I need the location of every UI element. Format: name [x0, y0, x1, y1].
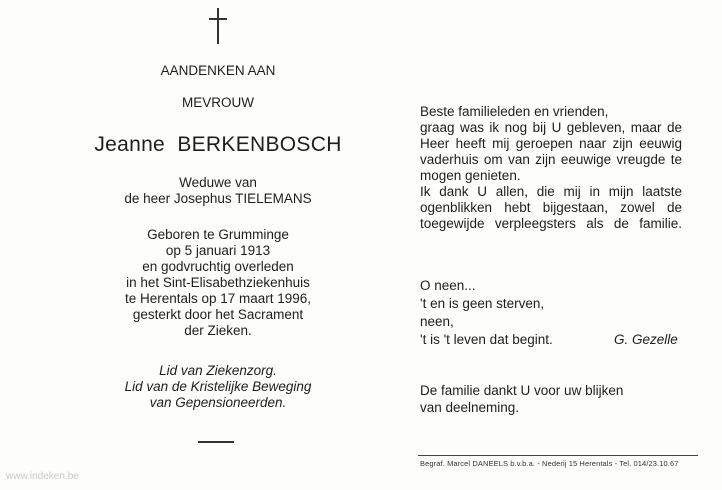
poem-line: O neen...: [420, 278, 476, 293]
message-line: vaderhuis om van zijn eeuwige vreugde te: [420, 152, 682, 167]
poem-line: neen,: [420, 314, 454, 329]
first-name: Jeanne: [94, 133, 166, 156]
message-line: ogenblikken hebt bijgestaan, zowel de: [420, 200, 682, 215]
thanks-line: van deelneming.: [420, 400, 520, 415]
last-name: BERKENBOSCH: [177, 133, 342, 156]
poem-line: 't is 't leven dat begint.: [420, 332, 553, 347]
message-line: Ik dank U allen, die mij in mijn laatste: [420, 184, 682, 199]
membership-line: Lid van de Kristelijke Beweging: [124, 379, 312, 394]
message-line: mogen genieten.: [420, 168, 521, 183]
message-line: Heer heeft mij geroepen naar zijn eeuwig: [420, 136, 682, 151]
thanks-line: De familie dankt U voor uw blijken: [420, 383, 624, 398]
widow-line-2: de heer Josephus TIELEMANS: [124, 191, 312, 206]
bio-line: en godvruchtig overleden: [142, 259, 294, 274]
poem-line: 't en is geen sterven,: [420, 296, 545, 311]
poem-author: G. Gezelle: [614, 332, 678, 347]
bio-line: in het Sint-Elisabethziekenhuis: [126, 275, 310, 290]
widow-line-1: Weduwe van: [179, 175, 257, 190]
deceased-name: [94, 133, 341, 157]
cross-icon: [207, 8, 229, 44]
salutation: MEVROUW: [182, 95, 254, 110]
card-title: AANDENKEN AAN: [160, 63, 276, 78]
undertaker-footer: Begraf. Marcel DANEELS b.v.b.a. - Nederij 15 Herentals - Tel. 014/23.10.67: [420, 459, 679, 468]
bio-line: Geboren te Grumminge: [147, 227, 289, 242]
bio-line: op 5 januari 1913: [165, 243, 271, 258]
message-line: Beste familieleden en vrienden,: [420, 104, 609, 119]
watermark: www.indeken.be: [6, 471, 79, 482]
membership-line: Lid van Ziekenzorg.: [159, 363, 277, 378]
message-line: toegewijde verpleegsters als de familie.: [420, 216, 682, 231]
divider-dash: [198, 441, 234, 443]
message-line: graag was ik nog bij U gebleven, maar de: [420, 120, 682, 135]
bio-line: der Zieken.: [184, 323, 252, 338]
membership-line: van Gepensioneerden.: [149, 395, 287, 410]
footer-rule: [418, 455, 698, 456]
bio-line: te Herentals op 17 maart 1996,: [124, 291, 312, 306]
bio-line: gesterkt door het Sacrament: [132, 307, 304, 322]
